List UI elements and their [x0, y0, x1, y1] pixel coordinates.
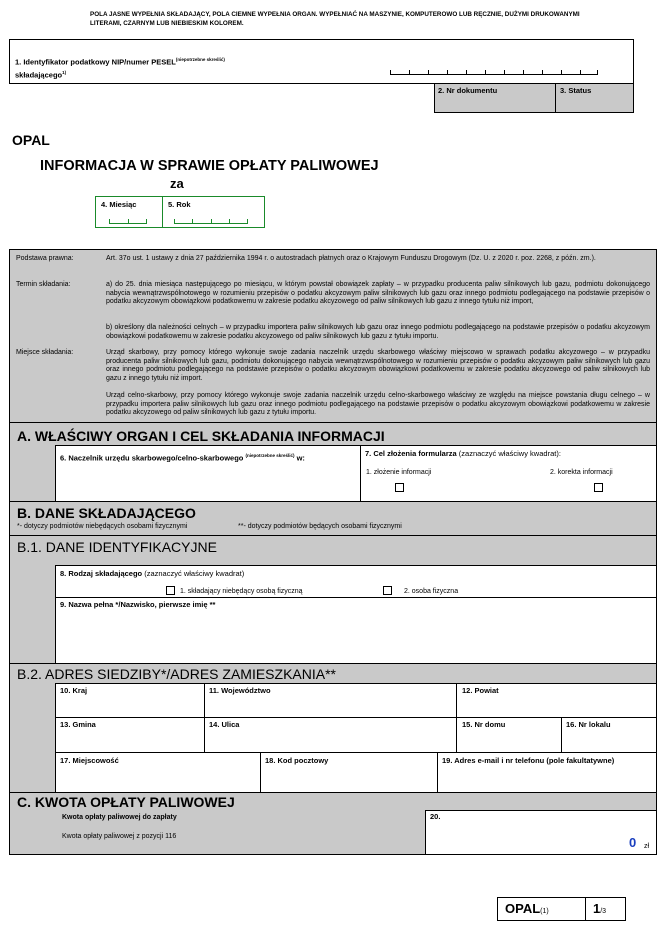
- field-20-amount[interactable]: [425, 810, 657, 855]
- month-comb[interactable]: [109, 217, 147, 224]
- form-code: OPAL: [12, 132, 50, 148]
- field-14-label: 14. Ulica: [209, 720, 240, 729]
- field-20-label: 20.: [430, 812, 441, 821]
- form-title-za: za: [170, 176, 184, 191]
- purpose-option-1-checkbox[interactable]: [395, 483, 404, 492]
- section-c-title: C. KWOTA OPŁATY PALIWOWEJ: [17, 794, 235, 810]
- field-18-label: 18. Kod pocztowy: [265, 756, 329, 765]
- field-15-label: 15. Nr domu: [462, 720, 506, 729]
- type-option-1-label: 1. składający niebędący osobą fizyczną: [180, 588, 303, 595]
- field-16-label: 16. Nr lokalu: [566, 720, 611, 729]
- section-b2-title: B.2. ADRES SIEDZIBY*/ADRES ZAMIESZKANIA**: [17, 666, 336, 682]
- field-3-label: 3. Status: [560, 86, 592, 95]
- field-12-label: 12. Powiat: [462, 686, 499, 695]
- footer-page-number: 1/3: [593, 901, 607, 916]
- taxid-comb: [390, 68, 598, 75]
- year-comb[interactable]: [174, 217, 248, 224]
- field-9-label: 9. Nazwa pełna */Nazwisko, pierwsze imię **: [60, 600, 216, 609]
- purpose-option-2-checkbox[interactable]: [594, 483, 603, 492]
- purpose-option-2-label: 2. korekta informacji: [550, 469, 613, 476]
- field-19-label: 19. Adres e-mail i nr telefonu (pole fakultatywne): [442, 756, 615, 765]
- field-13-label: 13. Gmina: [60, 720, 96, 729]
- legal-basis-label: Podstawa prawna:: [16, 255, 74, 262]
- field-20-value: 0: [629, 835, 637, 850]
- field-17-label: 17. Miejscowość: [60, 756, 119, 765]
- deadline-a: a) do 25. dnia miesiąca następującego po miesiącu, w którym powstał obowiązek zapłaty – w przypadku producenta paliw silnikowych lub gazu, podmiotu dokonującego nabycia wewnątrzwspólnotowego w rozumieniu przepisów o podatku akcyzowym paliw silnikowych lub gazu oraz innego podmiotu podlegającego na podstawie przepisów o podatku akcyzowym obowiązkowi podatkowemu w zakresie podatku akcyzowego od paliw silnikowych lub gazu z innego tytułu niż import,: [106, 281, 650, 306]
- type-option-2-checkbox[interactable]: [383, 586, 392, 595]
- field-20-unit: zł: [644, 843, 650, 850]
- form-title: INFORMACJA W SPRAWIE OPŁATY PALIWOWEJ: [40, 158, 379, 174]
- field-4-label: 4. Miesiąc: [101, 200, 137, 209]
- type-option-2-label: 2. osoba fizyczna: [404, 588, 459, 595]
- field-1-label: 1. Identyfikator podatkowy NIP/numer $PESEL^{(niepotrzebne skreślić)}$ składającego$^{1)}$: [15, 57, 225, 79]
- section-c-label: Kwota opłaty paliwowej do zapłaty: [62, 814, 177, 821]
- place-1: Urząd skarbowy, przy pomocy którego wykonuje swoje zadania naczelnik urzędu skarbowego właściwy miejscowo w sprawach podatku akcyzowego – w przypadku producenta paliw silnikowych lub gazu, podmiotu dokonującego nabycia wewnątrzwspólnotowego w rozumieniu przepisów o podatku akcyzowym paliw silnikowych lub gazu oraz innego podmiotu podlegającego na podstawie przepisów o podatku akcyzowym obowiązkowi podatkowemu w zakresie podatku akcyzowego od paliw silnikowych lub gazu z innego tytułu niż import.: [106, 349, 650, 382]
- type-option-1-checkbox[interactable]: [166, 586, 175, 595]
- field-5-label: 5. Rok: [168, 200, 191, 209]
- section-a-title: A. WŁAŚCIWY ORGAN I CEL SKŁADANIA INFORMACJI: [17, 428, 385, 444]
- field-8-label: 8. Rodzaj składającego (zaznaczyć właściwy kwadrat): [60, 569, 245, 578]
- field-10-label: 10. Kraj: [60, 686, 88, 695]
- deadline-b: b) określony dla należności celnych – w przypadku importera paliw silnikowych lub gazu oraz innego podmiotu podlegającego na podstawie przepisów o podatku akcyzowym obowiązkowi podatkowemu w zakresie podatku akcyzowego od paliw silnikowych lub gazu z tytułu importu.: [106, 324, 650, 340]
- section-b-title: B. DANE SKŁADAJĄCEGO: [17, 505, 196, 521]
- field-7-label: 7. Cel złożenia formularza (zaznaczyć właściwy kwadrat):: [365, 449, 561, 458]
- place-2: Urząd celno-skarbowy, przy pomocy którego wykonuje swoje zadania naczelnik urzędu celno-skarbowego właściwy ze względu na miejsce powstania długu celnego – w przypadku importera paliw silnikowych lub gazu oraz innego podmiotu podlegającego na podstawie przepisów o podatku akcyzowym obowiązkowi podatkowemu w zakresie podatku akcyzowego od paliw silnikowych lub gazu z tytułu importu.: [106, 392, 650, 417]
- field-6-label: 6. Naczelnik urzędu skarbowego/celno-skarbowego $^{(niepotrzebne skreślić)}$ w:: [60, 453, 305, 463]
- header-note: POLA JASNE WYPEŁNIA SKŁADAJĄCY, POLA CIEMNE WYPEŁNIA ORGAN. WYPEŁNIAĆ NA MASZYNIE, KOMPUTEROWO LUB RĘCZNIE, DUŻYMI DRUKOWANYMI LITERAMI, CZARNYM LUB NIEBIESKIM KOLOREM.: [90, 11, 580, 27]
- place-label: Miejsce składania:: [16, 349, 74, 356]
- section-b1-title: B.1. DANE IDENTYFIKACYJNE: [17, 539, 217, 555]
- field-14-street[interactable]: [204, 717, 457, 753]
- section-b-note-1: *- dotyczy podmiotów niebędących osobami fizycznymi: [17, 523, 188, 530]
- section-b-note-2: **- dotyczy podmiotów będących osobami fizycznymi: [238, 523, 402, 530]
- field-11-label: 11. Województwo: [209, 686, 271, 695]
- purpose-option-1-label: 1. złożenie informacji: [366, 469, 432, 476]
- legal-basis-text: Art. 37o ust. 1 ustawy z dnia 27 października 1994 r. o autostradach płatnych oraz o Krajowym Funduszu Drogowym (Dz. U. z 2020 r. poz. 2268, z późn. zm.).: [106, 255, 596, 262]
- footer-code: OPAL(1): [505, 901, 549, 916]
- section-c-sublabel: Kwota opłaty paliwowej z pozycji 116: [62, 833, 177, 840]
- field-2-label: 2. Nr dokumentu: [438, 86, 498, 95]
- deadline-label: Termin składania:: [16, 281, 71, 288]
